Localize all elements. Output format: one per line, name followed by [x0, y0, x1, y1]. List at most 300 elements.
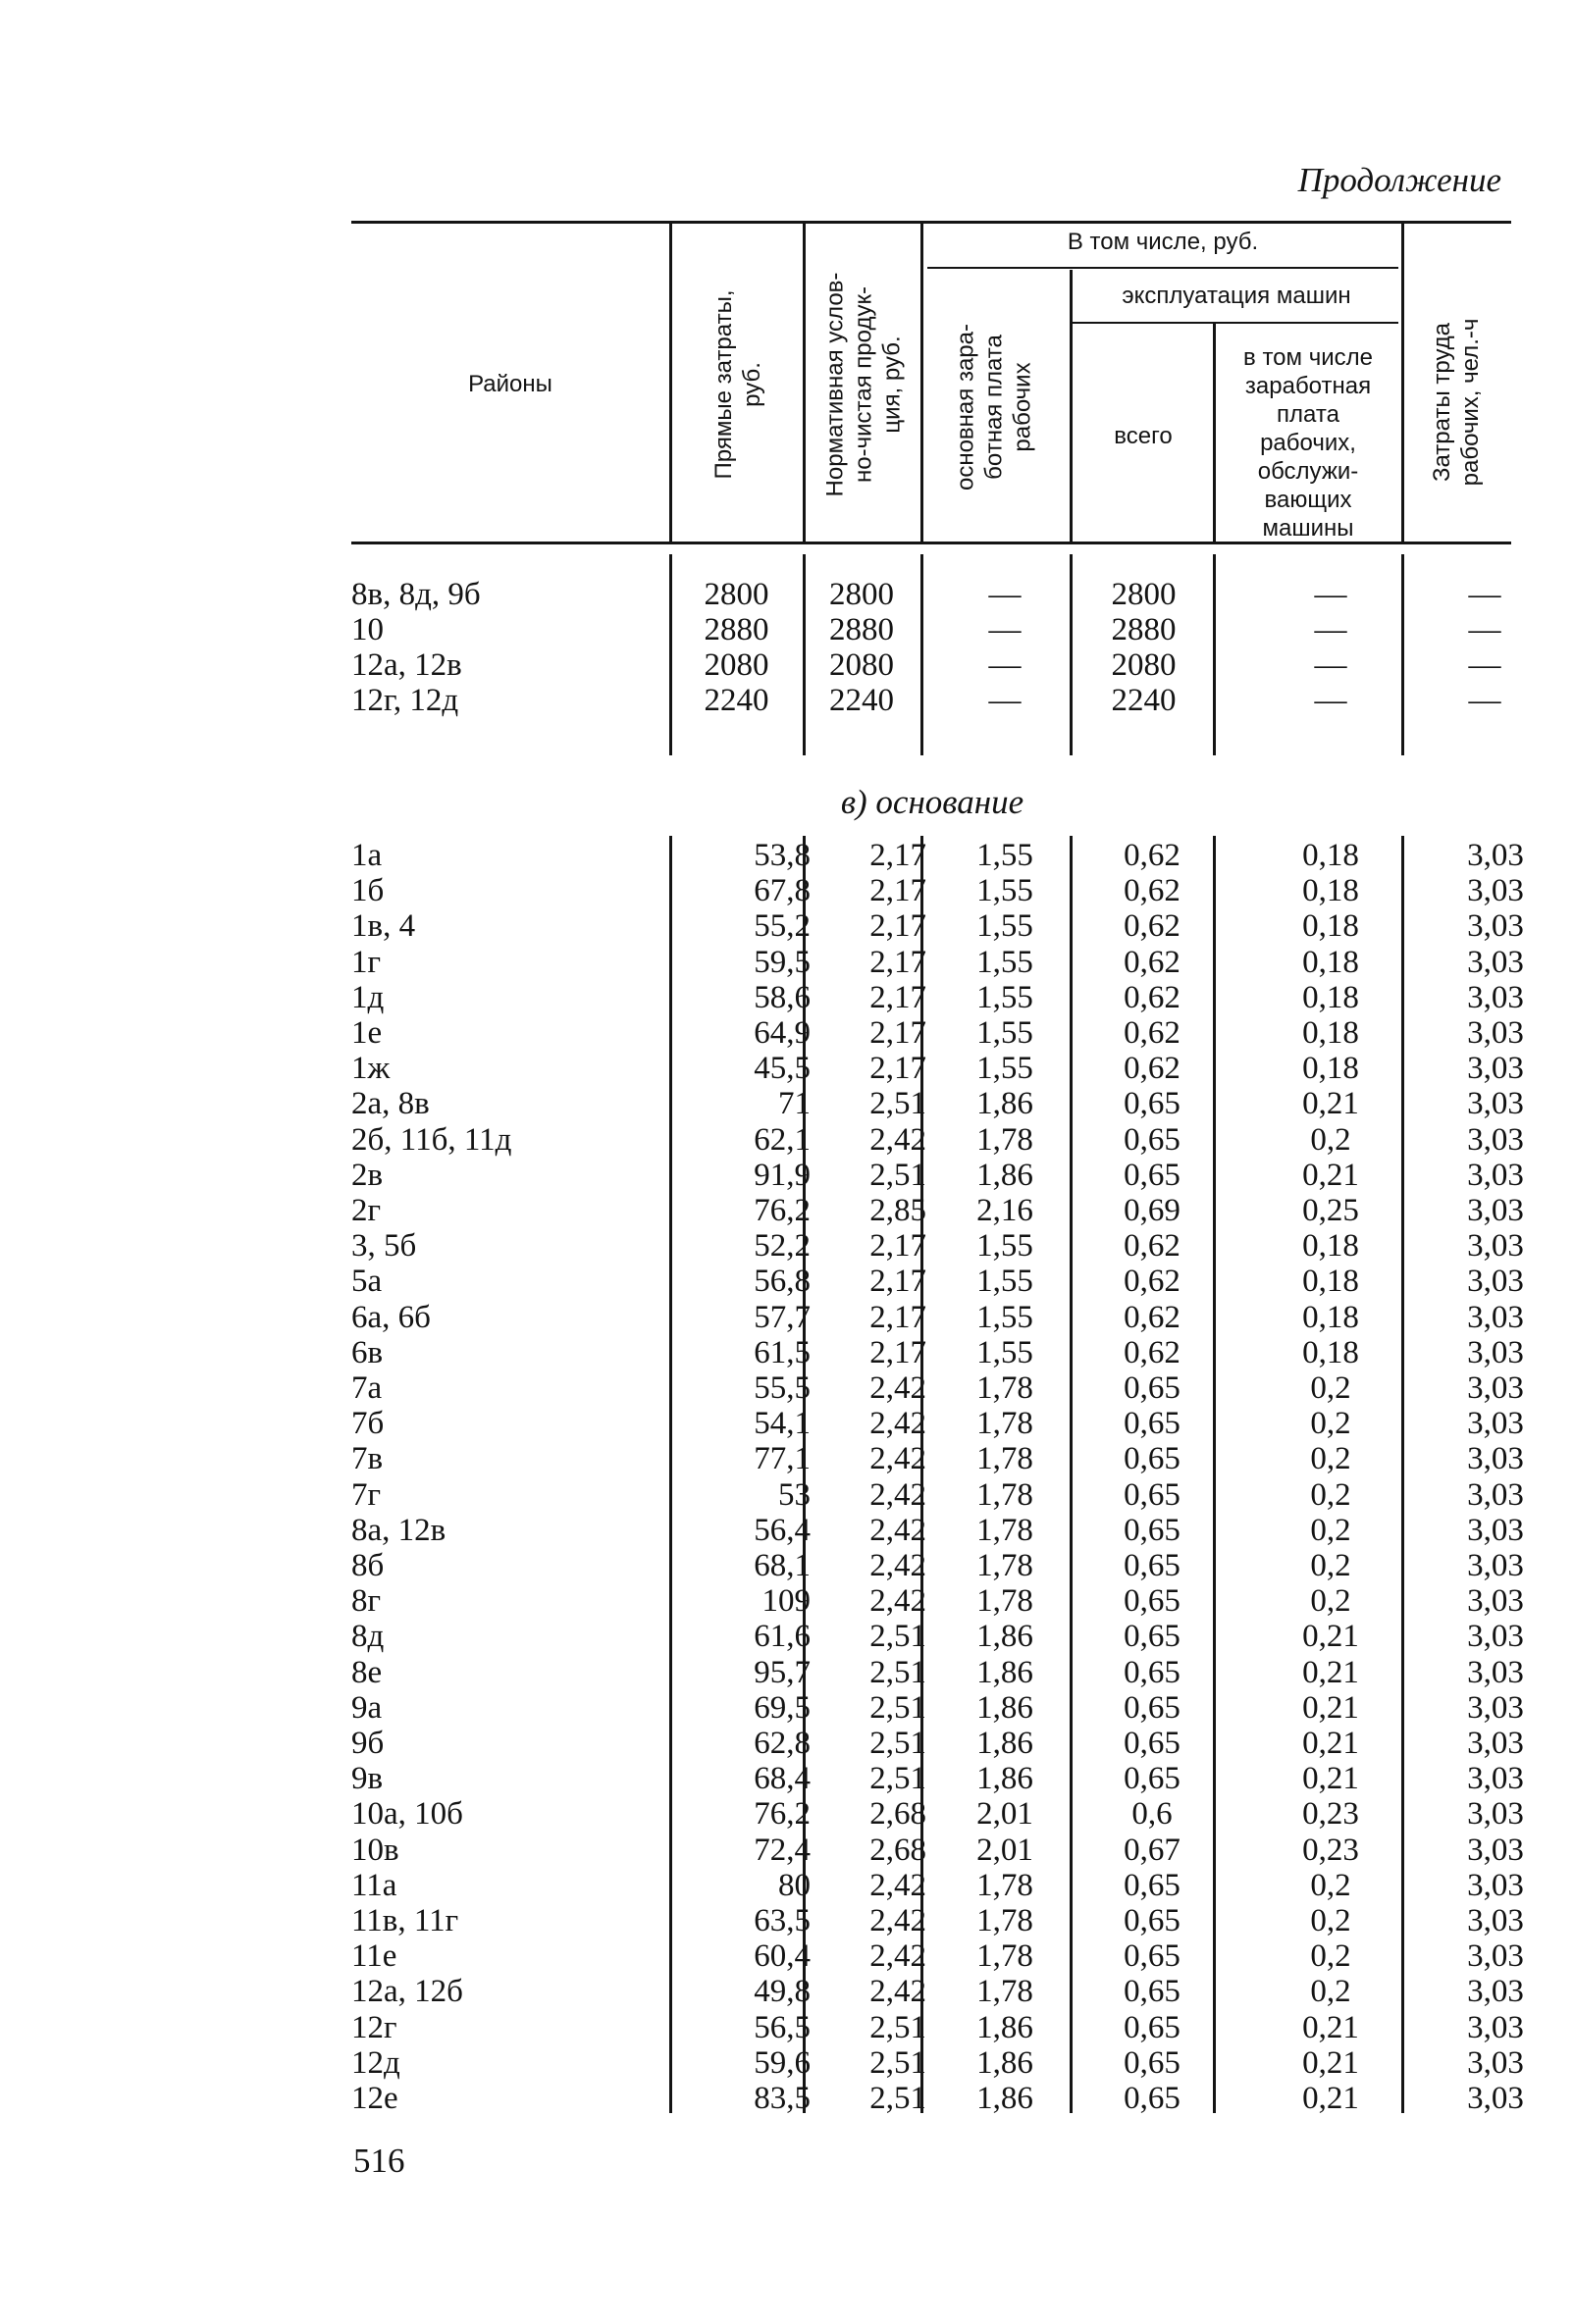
table-row	[351, 1193, 1524, 1228]
direct-cell: 56,8	[754, 1264, 811, 1300]
total-cell: 0,65	[1124, 1512, 1180, 1548]
direct-cell: 55,5	[754, 1370, 811, 1406]
region-cell: 8а, 12в	[351, 1512, 446, 1548]
table-row	[351, 1867, 1524, 1903]
region-cell: 9в	[351, 1761, 384, 1797]
base-wage-cell: 1,78	[976, 1476, 1033, 1513]
labor-cell: 3,03	[1467, 2044, 1524, 2081]
direct-cell: 69,5	[754, 1689, 811, 1726]
base-wage-cell: 1,55	[976, 944, 1033, 980]
table-row	[351, 1370, 1524, 1406]
header-divider-6	[1401, 224, 1404, 542]
continuation-label: Продолжение	[1297, 161, 1501, 199]
incl-wage-cell: 0,18	[1302, 1051, 1359, 1087]
normative-cell: 2,42	[869, 1370, 926, 1406]
table-row	[351, 683, 1509, 718]
table-row	[351, 1832, 1524, 1868]
base-wage-cell: —	[988, 612, 1022, 647]
table-row	[351, 1015, 1524, 1051]
direct-cell: 80	[778, 1867, 811, 1903]
total-cell: 0,62	[1124, 1264, 1180, 1300]
base-wage-cell: —	[988, 683, 1022, 718]
region-cell: 10	[351, 612, 384, 647]
total-cell: 2080	[1111, 647, 1177, 683]
table-row	[351, 577, 1509, 612]
direct-cell: 49,8	[754, 1974, 811, 2010]
incl-wage-cell: 0,18	[1302, 944, 1359, 980]
total-cell: 0,65	[1124, 1086, 1180, 1122]
region-cell: 7б	[351, 1406, 385, 1442]
total-cell: 0,62	[1124, 1015, 1180, 1051]
table-row	[351, 838, 1524, 873]
normative-cell: 2,51	[869, 2009, 926, 2045]
region-cell: 8г	[351, 1583, 382, 1620]
total-cell: 0,65	[1124, 1761, 1180, 1797]
normative-cell: 2,42	[869, 1406, 926, 1442]
normative-cell: 2080	[829, 647, 894, 683]
header-divider-4	[1070, 270, 1073, 542]
total-cell: 0,65	[1124, 1548, 1180, 1583]
table-row	[351, 647, 1509, 683]
region-cell: 12д	[351, 2044, 400, 2081]
total-cell: 0,65	[1124, 1867, 1180, 1903]
normative-cell: 2,51	[869, 1726, 926, 1761]
total-cell: 0,65	[1124, 1619, 1180, 1655]
region-cell: 10а, 10б	[351, 1796, 463, 1833]
incl-wage-cell: 0,2	[1310, 1406, 1351, 1442]
labor-cell: 3,03	[1467, 1264, 1524, 1300]
incl-wage-cell: 0,2	[1310, 1512, 1351, 1548]
table-row	[351, 1476, 1524, 1513]
base-wage-cell: 1,55	[976, 838, 1033, 873]
labor-cell: 3,03	[1467, 1406, 1524, 1442]
total-cell: 0,65	[1124, 2081, 1180, 2116]
direct-cell: 60,4	[754, 1938, 811, 1975]
region-cell: 11в, 11г	[351, 1903, 459, 1938]
incl-wage-cell: —	[1314, 612, 1347, 647]
base-wage-cell: 1,55	[976, 1299, 1033, 1335]
normative-cell: 2,51	[869, 1086, 926, 1122]
total-cell: 0,65	[1124, 1157, 1180, 1193]
region-cell: 1г	[351, 944, 382, 980]
region-cell: 8д	[351, 1619, 385, 1655]
section-title: в) основание	[840, 783, 1024, 821]
table-row	[351, 1157, 1524, 1193]
incl-wage-cell: 0,18	[1302, 1228, 1359, 1265]
direct-cell: 91,9	[754, 1157, 811, 1193]
table-row	[351, 1121, 1524, 1158]
labor-cell: 3,03	[1467, 1121, 1524, 1158]
incl-wage-cell: 0,25	[1302, 1193, 1359, 1228]
total-cell: 0,65	[1124, 1583, 1180, 1620]
direct-cell: 61,5	[754, 1334, 811, 1370]
base-wage-cell: 1,55	[976, 1264, 1033, 1300]
base-wage-cell: 1,86	[976, 1761, 1033, 1797]
incl-wage-cell: 0,21	[1302, 1086, 1359, 1122]
base-wage-cell: —	[988, 647, 1022, 683]
region-cell: 12а, 12б	[351, 1974, 463, 2010]
labor-cell: 3,03	[1467, 1051, 1524, 1087]
incl-wage-cell: 0,21	[1302, 1761, 1359, 1797]
table-row	[351, 1583, 1524, 1620]
normative-cell: 2,17	[869, 1051, 926, 1087]
base-wage-cell: 1,86	[976, 2044, 1033, 2081]
region-cell: 2в	[351, 1157, 384, 1193]
labor-cell: 3,03	[1467, 1726, 1524, 1761]
normative-cell: 2,51	[869, 2081, 926, 2116]
table-row	[351, 1299, 1524, 1335]
total-cell: 0,62	[1124, 944, 1180, 980]
normative-cell: 2,17	[869, 944, 926, 980]
direct-cell: 56,5	[754, 2009, 811, 2045]
total-cell: 0,65	[1124, 2044, 1180, 2081]
normative-cell: 2,42	[869, 1476, 926, 1513]
labor-cell: 3,03	[1467, 1299, 1524, 1335]
incl-wage-cell: 0,18	[1302, 979, 1359, 1015]
incl-wage-cell: 0,18	[1302, 1015, 1359, 1051]
base-wage-cell: 1,78	[976, 1583, 1033, 1620]
incl-wage-cell: 0,2	[1310, 1548, 1351, 1583]
table-row	[351, 1938, 1524, 1975]
normative-cell: 2,42	[869, 1512, 926, 1548]
labor-cell: —	[1468, 577, 1501, 612]
incl-wage-cell: 0,2	[1310, 1903, 1351, 1938]
header-top-rule	[351, 221, 1511, 224]
normative-cell: 2,51	[869, 2044, 926, 2081]
region-cell: 12а, 12в	[351, 647, 462, 683]
labor-cell: 3,03	[1467, 1015, 1524, 1051]
incl-wage-cell: 0,21	[1302, 2044, 1359, 2081]
table-row	[351, 1654, 1524, 1690]
header-incl-wages: в том числе заработная плата рабочих, обслужи- вающих машины	[1243, 344, 1373, 542]
incl-wage-cell: —	[1314, 683, 1347, 718]
normative-cell: 2,68	[869, 1796, 926, 1833]
normative-cell: 2240	[829, 683, 894, 718]
labor-cell: 3,03	[1467, 944, 1524, 980]
labor-cell: 3,03	[1467, 1832, 1524, 1868]
region-cell: 1д	[351, 979, 385, 1015]
table-row	[351, 1051, 1524, 1087]
direct-cell: 61,6	[754, 1619, 811, 1655]
normative-cell: 2,51	[869, 1157, 926, 1193]
labor-cell: 3,03	[1467, 1086, 1524, 1122]
labor-cell: 3,03	[1467, 2081, 1524, 2116]
table-row	[351, 1512, 1524, 1548]
labor-cell: 3,03	[1467, 1512, 1524, 1548]
table-row	[351, 1086, 1524, 1122]
normative-cell: 2,17	[869, 1299, 926, 1335]
labor-cell: 3,03	[1467, 1228, 1524, 1265]
base-wage-cell: 1,78	[976, 1406, 1033, 1442]
direct-cell: 2800	[704, 577, 769, 612]
normative-cell: 2,42	[869, 1938, 926, 1975]
direct-cell: 76,2	[754, 1796, 811, 1833]
labor-cell: 3,03	[1467, 1583, 1524, 1620]
incl-wage-cell: 0,18	[1302, 838, 1359, 873]
page-number: 516	[353, 2142, 405, 2180]
normative-cell: 2,68	[869, 1832, 926, 1868]
base-wage-cell: 1,78	[976, 1512, 1033, 1548]
table-row	[351, 1548, 1524, 1583]
normative-cell: 2,17	[869, 1334, 926, 1370]
region-cell: 12г, 12д	[351, 683, 459, 718]
base-wage-cell: 1,78	[976, 1441, 1033, 1477]
labor-cell: 3,03	[1467, 1441, 1524, 1477]
direct-cell: 63,5	[754, 1903, 811, 1938]
base-wage-cell: 1,55	[976, 1015, 1033, 1051]
labor-cell: —	[1468, 683, 1501, 718]
table-row	[351, 2009, 1524, 2045]
base-wage-cell: 1,86	[976, 2009, 1033, 2045]
total-cell: 0,65	[1124, 1476, 1180, 1513]
incl-wage-cell: 0,2	[1310, 1583, 1351, 1620]
region-cell: 5а	[351, 1264, 383, 1300]
normative-cell: 2,42	[869, 1974, 926, 2010]
table-row	[351, 873, 1524, 909]
region-cell: 8в, 8д, 9б	[351, 577, 481, 612]
base-wage-cell: 1,78	[976, 1121, 1033, 1158]
table-row	[351, 1441, 1524, 1477]
total-cell: 0,65	[1124, 2009, 1180, 2045]
table-row	[351, 2081, 1524, 2116]
base-wage-cell: 2,01	[976, 1796, 1033, 1833]
header-machine-operation: эксплуатация машин	[1122, 283, 1351, 309]
normative-cell: 2,42	[869, 1903, 926, 1938]
labor-cell: 3,03	[1467, 1938, 1524, 1975]
direct-cell: 71	[778, 1086, 811, 1122]
base-wage-cell: 1,86	[976, 1619, 1033, 1655]
region-cell: 1б	[351, 873, 385, 909]
including-group-rule	[927, 267, 1398, 269]
region-cell: 6в	[351, 1334, 384, 1370]
direct-cell: 58,6	[754, 979, 811, 1015]
header-direct-costs: Прямые затраты, руб.	[710, 289, 765, 480]
base-wage-cell: 2,16	[976, 1193, 1033, 1228]
header-total: всего	[1114, 423, 1173, 449]
base-wage-cell: 1,86	[976, 1157, 1033, 1193]
normative-cell: 2,17	[869, 838, 926, 873]
total-cell: 0,65	[1124, 1370, 1180, 1406]
labor-cell: 3,03	[1467, 1903, 1524, 1938]
normative-cell: 2,51	[869, 1761, 926, 1797]
incl-wage-cell: 0,21	[1302, 1726, 1359, 1761]
direct-cell: 2880	[704, 612, 769, 647]
table-row	[351, 944, 1524, 980]
incl-wage-cell: 0,2	[1310, 1938, 1351, 1975]
region-cell: 12е	[351, 2081, 398, 2116]
base-wage-cell: 1,78	[976, 1903, 1033, 1938]
labor-cell: 3,03	[1467, 1476, 1524, 1513]
region-cell: 10в	[351, 1832, 399, 1868]
direct-cell: 109	[761, 1583, 811, 1620]
machine-operation-rule	[1070, 322, 1398, 324]
normative-cell: 2,85	[869, 1193, 926, 1228]
table-row	[351, 612, 1509, 647]
region-cell: 2а, 8в	[351, 1086, 430, 1122]
labor-cell: 3,03	[1467, 1689, 1524, 1726]
total-cell: 0,65	[1124, 1974, 1180, 2010]
region-cell: 7а	[351, 1370, 383, 1406]
incl-wage-cell: 0,2	[1310, 1441, 1351, 1477]
normative-cell: 2,17	[869, 1015, 926, 1051]
header-divider-2	[803, 224, 806, 542]
base-wage-cell: 1,55	[976, 979, 1033, 1015]
labor-cell: —	[1468, 647, 1501, 683]
normative-cell: 2,42	[869, 1583, 926, 1620]
incl-wage-cell: —	[1314, 577, 1347, 612]
incl-wage-cell: 0,21	[1302, 2081, 1359, 2116]
direct-cell: 64,9	[754, 1015, 811, 1051]
region-cell: 1а	[351, 838, 383, 873]
header-regions: Районы	[468, 371, 552, 397]
labor-cell: 3,03	[1467, 908, 1524, 945]
table-row	[351, 1264, 1524, 1300]
labor-cell: 3,03	[1467, 873, 1524, 909]
direct-cell: 72,4	[754, 1832, 811, 1868]
direct-cell: 62,8	[754, 1726, 811, 1761]
incl-wage-cell: 0,21	[1302, 1157, 1359, 1193]
total-cell: 0,65	[1124, 1654, 1180, 1690]
incl-wage-cell: 0,2	[1310, 1476, 1351, 1513]
region-cell: 1ж	[351, 1051, 391, 1087]
total-cell: 0,62	[1124, 979, 1180, 1015]
incl-wage-cell: 0,18	[1302, 1299, 1359, 1335]
labor-cell: 3,03	[1467, 2009, 1524, 2045]
total-cell: 0,69	[1124, 1193, 1180, 1228]
total-cell: 0,62	[1124, 838, 1180, 873]
region-cell: 3, 5б	[351, 1228, 417, 1265]
direct-cell: 59,6	[754, 2044, 811, 2081]
direct-cell: 83,5	[754, 2081, 811, 2116]
direct-cell: 55,2	[754, 908, 811, 945]
labor-cell: 3,03	[1467, 838, 1524, 873]
base-wage-cell: 1,55	[976, 908, 1033, 945]
base-wage-cell: 1,55	[976, 1051, 1033, 1087]
direct-cell: 76,2	[754, 1193, 811, 1228]
labor-cell: 3,03	[1467, 1193, 1524, 1228]
total-cell: 0,62	[1124, 873, 1180, 909]
table-row	[351, 2044, 1524, 2081]
direct-cell: 67,8	[754, 873, 811, 909]
base-wage-cell: 1,78	[976, 1938, 1033, 1975]
total-cell: 0,62	[1124, 908, 1180, 945]
labor-cell: 3,03	[1467, 1796, 1524, 1833]
table-row	[351, 1761, 1524, 1797]
total-cell: 0,67	[1124, 1832, 1180, 1868]
table-row	[351, 1228, 1524, 1265]
incl-wage-cell: 0,21	[1302, 1689, 1359, 1726]
direct-cell: 68,1	[754, 1548, 811, 1583]
base-wage-cell: 1,78	[976, 1548, 1033, 1583]
direct-cell: 95,7	[754, 1654, 811, 1690]
total-cell: 0,62	[1124, 1051, 1180, 1087]
header-base-wage: основная зара- ботная плата рабочих	[952, 324, 1036, 491]
incl-wage-cell: 0,21	[1302, 1619, 1359, 1655]
table-row	[351, 1796, 1524, 1833]
region-cell: 1в, 4	[351, 908, 416, 945]
region-cell: 1е	[351, 1015, 383, 1051]
header-divider-1	[669, 224, 672, 542]
labor-cell: 3,03	[1467, 1370, 1524, 1406]
region-cell: 8б	[351, 1548, 385, 1583]
total-cell: 0,62	[1124, 1228, 1180, 1265]
normative-cell: 2,17	[869, 1228, 926, 1265]
normative-cell: 2880	[829, 612, 894, 647]
labor-cell: 3,03	[1467, 1761, 1524, 1797]
labor-cell: 3,03	[1467, 1974, 1524, 2010]
incl-wage-cell: 0,21	[1302, 1654, 1359, 1690]
total-cell: 2880	[1111, 612, 1177, 647]
incl-wage-cell: 0,23	[1302, 1796, 1359, 1833]
table-row	[351, 1903, 1524, 1938]
table-row	[351, 1689, 1524, 1726]
normative-cell: 2,17	[869, 873, 926, 909]
table-row	[351, 1974, 1524, 2010]
region-cell: 7г	[351, 1476, 382, 1513]
region-cell: 9б	[351, 1726, 385, 1761]
base-wage-cell: 2,01	[976, 1832, 1033, 1868]
total-cell: 0,65	[1124, 1406, 1180, 1442]
incl-wage-cell: 0,18	[1302, 1334, 1359, 1370]
direct-cell: 62,1	[754, 1121, 811, 1158]
normative-cell: 2,51	[869, 1619, 926, 1655]
normative-cell: 2,17	[869, 1264, 926, 1300]
table-row	[351, 1334, 1524, 1370]
incl-wage-cell: —	[1314, 647, 1347, 683]
base-wage-cell: 1,55	[976, 1228, 1033, 1265]
direct-cell: 53,8	[754, 838, 811, 873]
header-including-group: В том числе, руб.	[1067, 229, 1259, 255]
normative-cell: 2,42	[869, 1121, 926, 1158]
base-wage-cell: 1,86	[976, 1654, 1033, 1690]
base-wage-cell: 1,78	[976, 1867, 1033, 1903]
incl-wage-cell: 0,2	[1310, 1121, 1351, 1158]
total-cell: 0,6	[1131, 1796, 1173, 1833]
normative-cell: 2,42	[869, 1441, 926, 1477]
direct-cell: 52,2	[754, 1228, 811, 1265]
direct-cell: 54,1	[754, 1406, 811, 1442]
direct-cell: 68,4	[754, 1761, 811, 1797]
region-cell: 6а, 6б	[351, 1299, 431, 1335]
incl-wage-cell: 0,18	[1302, 1264, 1359, 1300]
normative-cell: 2,17	[869, 908, 926, 945]
normative-cell: 2,51	[869, 1654, 926, 1690]
base-wage-cell: 1,78	[976, 1974, 1033, 2010]
direct-cell: 77,1	[754, 1441, 811, 1477]
total-cell: 2800	[1111, 577, 1177, 612]
labor-cell: 3,03	[1467, 1619, 1524, 1655]
incl-wage-cell: 0,23	[1302, 1832, 1359, 1868]
base-wage-cell: 1,55	[976, 873, 1033, 909]
direct-cell: 2080	[704, 647, 769, 683]
total-cell: 0,65	[1124, 1726, 1180, 1761]
total-cell: 0,65	[1124, 1938, 1180, 1975]
normative-cell: 2800	[829, 577, 894, 612]
region-cell: 2б, 11б, 11д	[351, 1121, 512, 1158]
direct-cell: 59,5	[754, 944, 811, 980]
table-row	[351, 1619, 1524, 1655]
total-cell: 0,65	[1124, 1689, 1180, 1726]
base-wage-cell: 1,86	[976, 2081, 1033, 2116]
total-cell: 0,65	[1124, 1121, 1180, 1158]
direct-cell: 57,7	[754, 1299, 811, 1335]
incl-wage-cell: 0,18	[1302, 873, 1359, 909]
labor-cell: 3,03	[1467, 1157, 1524, 1193]
base-wage-cell: 1,86	[976, 1689, 1033, 1726]
labor-cell: 3,03	[1467, 1867, 1524, 1903]
direct-cell: 56,4	[754, 1512, 811, 1548]
region-cell: 11е	[351, 1938, 397, 1975]
